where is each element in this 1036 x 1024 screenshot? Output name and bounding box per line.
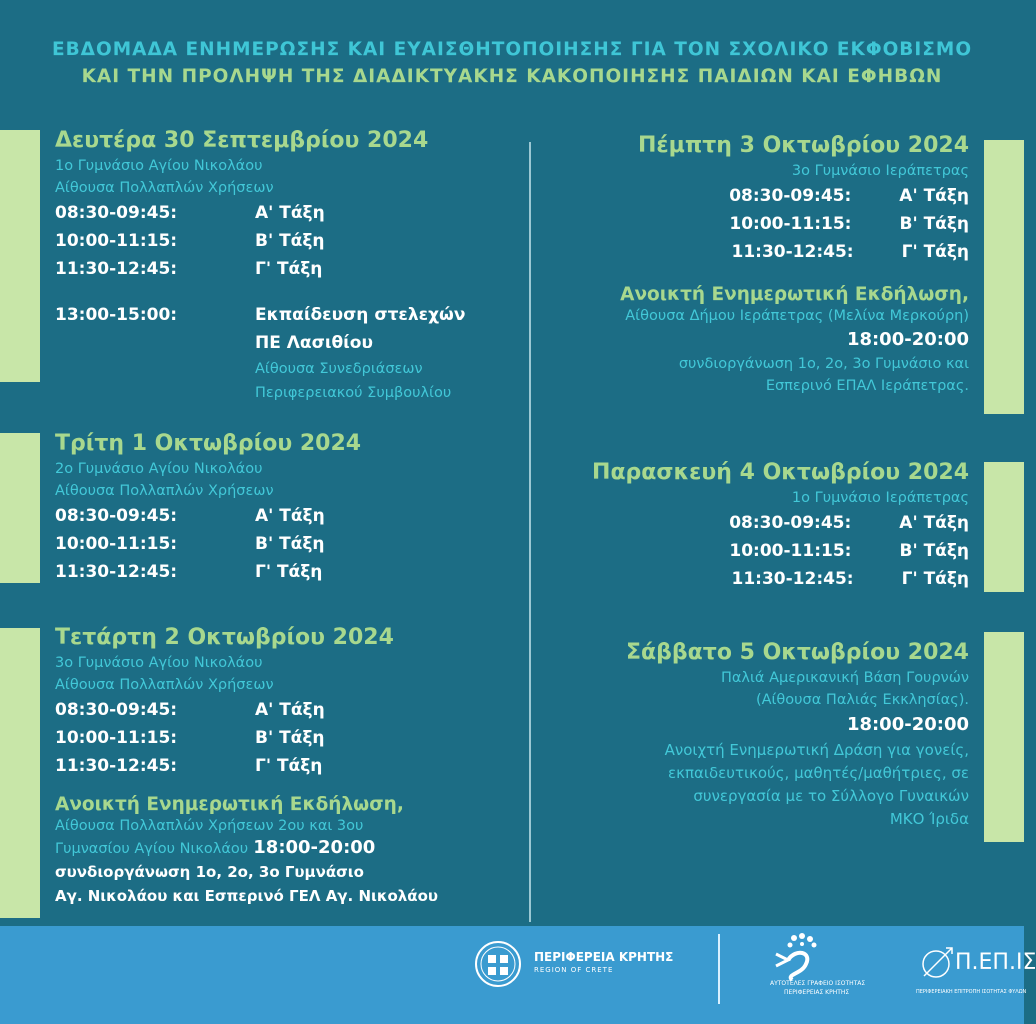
day-heading: Δευτέρα 30 Σεπτεμβρίου 2024 — [55, 128, 429, 153]
schedule-row: 11:30-12:45: Γ' Τάξη — [731, 569, 969, 589]
event-desc-1: Ανοιχτή Ενημερωτική Δράση για γονείς, — [664, 741, 969, 759]
schedule-tuesday — [55, 431, 361, 586]
schedule-monday — [55, 128, 465, 405]
school-name: 1ο Γυμνάσιο Ιεράπετρας — [791, 490, 969, 506]
schedule-row: 08:30-09:45: Α' Τάξη — [729, 513, 969, 533]
schedule-row: 08:30-09:45: Α' Τάξη — [729, 186, 969, 206]
event-organizers-1: συνδιοργάνωση 1ο, 2ο, 3ο Γυμνάσιο και — [678, 356, 969, 372]
title-line-1: ΕΒΔΟΜΑΔΑ ΕΝΗΜΕΡΩΣΗΣ ΚΑΙ ΕΥΑΙΣΘΗΤΟΠΟΙΗΣΗΣ ΓΙΑ ΤΟΝ ΣΧΟΛΙΚΟ ΕΚΦΟΒΙΣΜΟ — [51, 39, 973, 60]
event-organizers-2: Αγ. Νικολάου και Εσπερινό ΓΕΛ Αγ. Νικολάου — [55, 887, 439, 905]
day-heading: Παρασκευή 4 Οκτωβρίου 2024 — [592, 460, 969, 485]
schedule-row: 11:30-12:45: Γ' Τάξη — [55, 756, 323, 776]
event-desc-3: συνεργασία με το Σύλλογο Γυναικών — [693, 787, 969, 805]
event-place: Αίθουσα Δήμου Ιεράπετρας (Μελίνα Μερκούρη) — [625, 308, 969, 324]
schedule-thursday — [620, 133, 969, 397]
event-place-time: Γυμνασίου Αγίου Νικολάου 18:00-20:00 — [55, 837, 376, 858]
event-title: Ανοικτή Ενημερωτική Εκδήλωση, — [55, 794, 404, 815]
hall-name: Αίθουσα Πολλαπλών Χρήσεων — [55, 180, 274, 196]
schedule-row: 08:30-09:45: Α' Τάξη — [55, 203, 325, 223]
schedule-row: 11:30-12:45: Γ' Τάξη — [55, 259, 323, 279]
schedule-wednesday — [55, 625, 438, 908]
schedule-row: 10:00-11:15: Β' Τάξη — [55, 534, 325, 554]
event-title: Ανοικτή Ενημερωτική Εκδήλωση, — [620, 284, 969, 305]
schedule-row: 11:30-12:45: Γ' Τάξη — [55, 562, 323, 582]
training-place-2: Περιφερειακού Συμβουλίου — [255, 385, 452, 401]
region-crete-en-label: REGION OF CRETE — [534, 966, 614, 974]
right-accent-bar-2 — [984, 462, 1024, 592]
pepis-sublabel: ΠΕΡΙΦΕΡΕΙΑΚΗ ΕΠΙΤΡΟΠΗ ΙΣΟΤΗΤΑΣ ΦΥΛΩΝ — [916, 989, 1027, 995]
training-title-2: ΠΕ Λασιθίου — [255, 333, 373, 353]
column-divider — [529, 142, 531, 922]
event-organizers-1: συνδιοργάνωση 1ο, 2ο, 3ο Γυμνάσιο — [55, 863, 364, 881]
event-time: 18:00-20:00 — [846, 329, 969, 350]
day-heading: Πέμπτη 3 Οκτωβρίου 2024 — [638, 133, 969, 158]
event-desc-4: ΜΚΟ Ίριδα — [889, 810, 969, 828]
equality-office-label: ΑΥΤΟΤΕΛΕΣ ΓΡΑΦΕΙΟ ΙΣΟΤΗΤΑΣ — [770, 980, 866, 987]
equality-office-sublabel: ΠΕΡΙΦΕΡΕΙΑΣ ΚΡΗΤΗΣ — [784, 989, 850, 996]
event-time: 18:00-20:00 — [846, 714, 969, 735]
title-line-2: ΚΑΙ ΤΗΝ ΠΡΟΛΗΨΗ ΤΗΣ ΔΙΑΔΙΚΤΥΑΚΗΣ ΚΑΚΟΠΟΙΗΣΗΣ ΠΑΙΔΙΩΝ ΚΑΙ ΕΦΗΒΩΝ — [81, 66, 943, 87]
schedule-row: 08:30-09:45: Α' Τάξη — [55, 506, 325, 526]
right-accent-bar-1 — [984, 140, 1024, 414]
training-place-1: Αίθουσα Συνεδριάσεων — [255, 361, 423, 377]
training-row: 13:00-15:00: Εκπαίδευση στελεχών — [55, 305, 466, 325]
region-crete-label: ΠΕΡΙΦΕΡΕΙΑ ΚΡΗΤΗΣ — [534, 950, 674, 964]
event-organizers-2: Εσπερινό ΕΠΑΛ Ιεράπετρας. — [765, 378, 969, 394]
schedule-row: 10:00-11:15: Β' Τάξη — [55, 231, 325, 251]
schedule-row: 10:00-11:15: Β' Τάξη — [729, 541, 969, 561]
school-name: 3ο Γυμνάσιο Αγίου Νικολάου — [55, 655, 263, 671]
pepis-logo-icon — [918, 942, 958, 982]
event-place-1: Αίθουσα Πολλαπλών Χρήσεων 2ου και 3ου — [55, 818, 364, 834]
day-heading: Σάββατο 5 Οκτωβρίου 2024 — [626, 640, 969, 665]
schedule-row: 10:00-11:15: Β' Τάξη — [729, 214, 969, 234]
school-name: 1ο Γυμνάσιο Αγίου Νικολάου — [55, 158, 263, 174]
schedule-row: 10:00-11:15: Β' Τάξη — [55, 728, 325, 748]
day-heading: Τετάρτη 2 Οκτωβρίου 2024 — [55, 625, 394, 650]
event-place-2: (Αίθουσα Παλιάς Εκκλησίας). — [755, 692, 969, 708]
schedule-saturday — [626, 640, 969, 831]
schedule-row: 08:30-09:45: Α' Τάξη — [55, 700, 325, 720]
event-desc-2: εκπαιδευτικούς, μαθητές/μαθήτριες, σε — [668, 764, 969, 782]
left-accent-bar-3 — [0, 628, 40, 918]
school-name: 2ο Γυμνάσιο Αγίου Νικολάου — [55, 461, 263, 477]
left-accent-bar-2 — [0, 433, 40, 583]
event-place-1: Παλιά Αμερικανική Βάση Γουρνών — [720, 670, 969, 686]
pepis-label: Π.ΕΠ.ΙΣ — [955, 950, 1036, 975]
schedule-row: 11:30-12:45: Γ' Τάξη — [731, 242, 969, 262]
school-name: 3ο Γυμνάσιο Ιεράπετρας — [791, 163, 969, 179]
hall-name: Αίθουσα Πολλαπλών Χρήσεων — [55, 483, 274, 499]
footer-divider — [718, 934, 720, 1004]
hall-name: Αίθουσα Πολλαπλών Χρήσεων — [55, 677, 274, 693]
greek-emblem-icon — [474, 940, 522, 988]
poster-title — [0, 36, 1024, 90]
right-accent-bar-3 — [984, 632, 1024, 842]
schedule-friday — [592, 460, 969, 593]
day-heading: Τρίτη 1 Οκτωβρίου 2024 — [55, 431, 362, 456]
left-accent-bar-1 — [0, 130, 40, 382]
